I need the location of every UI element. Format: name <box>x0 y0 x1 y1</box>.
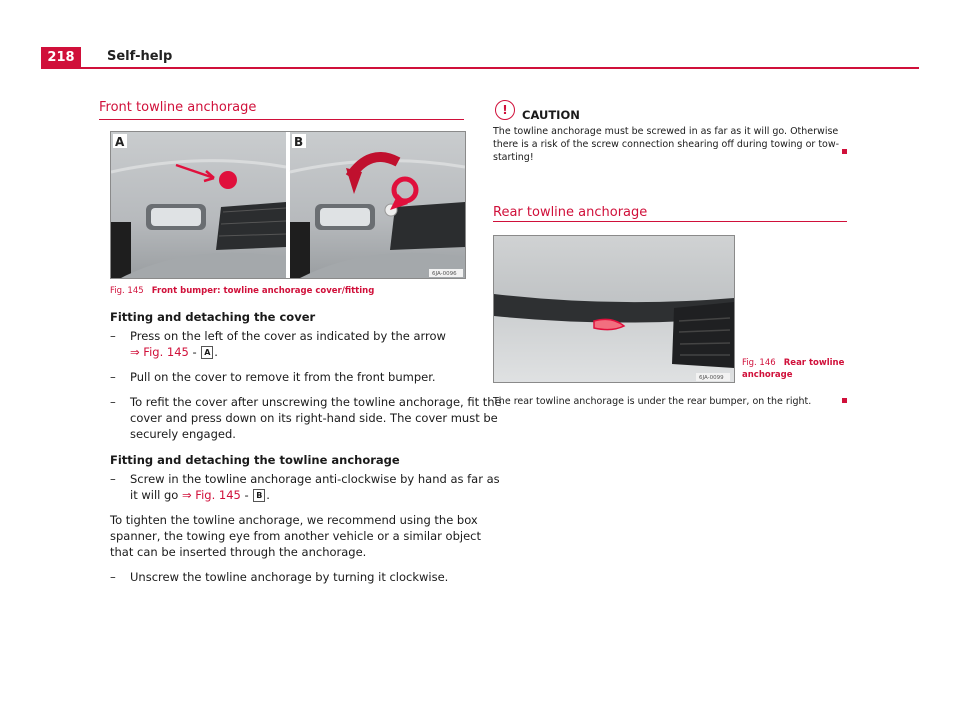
list-item <box>110 328 465 360</box>
list-item <box>110 394 502 442</box>
bullet-line: Screw in the towline anchorage anti-clockwise by hand as far as <box>130 472 500 486</box>
figure-code-rear: 6JA-0099 <box>699 375 724 381</box>
sentence-end: . <box>266 488 270 502</box>
panel-b-label: B <box>294 135 304 149</box>
bullet-dash: – <box>110 395 116 409</box>
section-divider-rear <box>493 221 847 222</box>
paragraph-rear: The rear towline anchorage is under the rear bumper, on the right. <box>493 396 812 407</box>
section-divider-front <box>99 119 464 120</box>
figure-reference-link[interactable]: ⇒ Fig. 145 <box>130 345 189 359</box>
chapter-title: Self-help <box>107 49 173 64</box>
bullet-dash: – <box>110 472 116 486</box>
bullet-dash: – <box>110 329 116 343</box>
bullet-text: Unscrew the towline anchorage by turning it clockwise. <box>130 570 449 584</box>
subheading-anchorage: Fitting and detaching the towline anchorage <box>110 453 400 467</box>
caution-title: CAUTION <box>522 108 580 122</box>
section-end-marker <box>842 149 847 154</box>
panel-a-image <box>111 132 286 278</box>
figure-caption-front <box>110 285 374 297</box>
caption-text: Rear towline <box>783 358 845 368</box>
section-title-rear: Rear towline anchorage <box>493 205 648 220</box>
figure-code-front: 6JA-0096 <box>432 271 457 277</box>
bullet-line: To refit the cover after unscrewing the towline anchorage, fit the <box>130 395 502 409</box>
header-divider <box>41 67 919 69</box>
caution-icon: ! <box>495 100 515 120</box>
bullet-line: it will go <box>130 488 179 502</box>
list-item <box>110 569 465 585</box>
bullet-line: Press on the left of the cover as indicated by the arrow <box>130 329 446 343</box>
ref-separator: - <box>240 488 253 502</box>
section-title-front: Front towline anchorage <box>99 100 257 115</box>
bullet-line: securely engaged. <box>130 427 236 441</box>
list-item <box>110 471 500 503</box>
paragraph-line: that can be inserted through the anchorage. <box>110 545 367 559</box>
caution-text <box>493 125 839 164</box>
paragraph-tightening <box>110 512 481 560</box>
bullet-text: Pull on the cover to remove it from the front bumper. <box>130 370 436 384</box>
subheading-cover: Fitting and detaching the cover <box>110 310 316 324</box>
page-number: 218 <box>41 47 81 68</box>
paragraph-line: To tighten the towline anchorage, we recommend using the box <box>110 513 478 527</box>
panel-b-key: B <box>253 489 265 502</box>
ref-separator: - <box>188 345 201 359</box>
caption-text: anchorage <box>742 370 793 380</box>
bullet-text <box>130 471 500 503</box>
panel-a-label: A <box>115 135 125 149</box>
bullet-line: cover and press down on its right-hand side. The cover must be <box>130 411 498 425</box>
paragraph-line: spanner, the towing eye from another vehicle or a similar object <box>110 529 481 543</box>
list-item <box>110 369 465 385</box>
bullet-dash: – <box>110 570 116 584</box>
caution-line: starting! <box>493 152 534 163</box>
panel-b-image <box>290 132 465 278</box>
figure-caption-rear <box>742 357 844 381</box>
bullet-dash: – <box>110 370 116 384</box>
section-end-marker <box>842 398 847 403</box>
figure-reference-link[interactable]: ⇒ Fig. 145 <box>182 488 241 502</box>
figure-front-bumper <box>110 131 466 279</box>
bullet-text <box>130 394 502 442</box>
panel-a-key: A <box>201 346 213 359</box>
bullet-text <box>130 328 446 360</box>
caption-label: Fig. 146 <box>742 358 776 368</box>
caption-text: Front bumper: towline anchorage cover/fitting <box>151 286 375 296</box>
caption-label: Fig. 145 <box>110 286 144 296</box>
sentence-end: . <box>214 345 218 359</box>
caution-line: The towline anchorage must be screwed in as far as it will go. Otherwise <box>493 126 839 137</box>
caution-line: there is a risk of the screw connection shearing off during towing or tow- <box>493 139 840 150</box>
figure-rear-bumper <box>493 235 735 383</box>
